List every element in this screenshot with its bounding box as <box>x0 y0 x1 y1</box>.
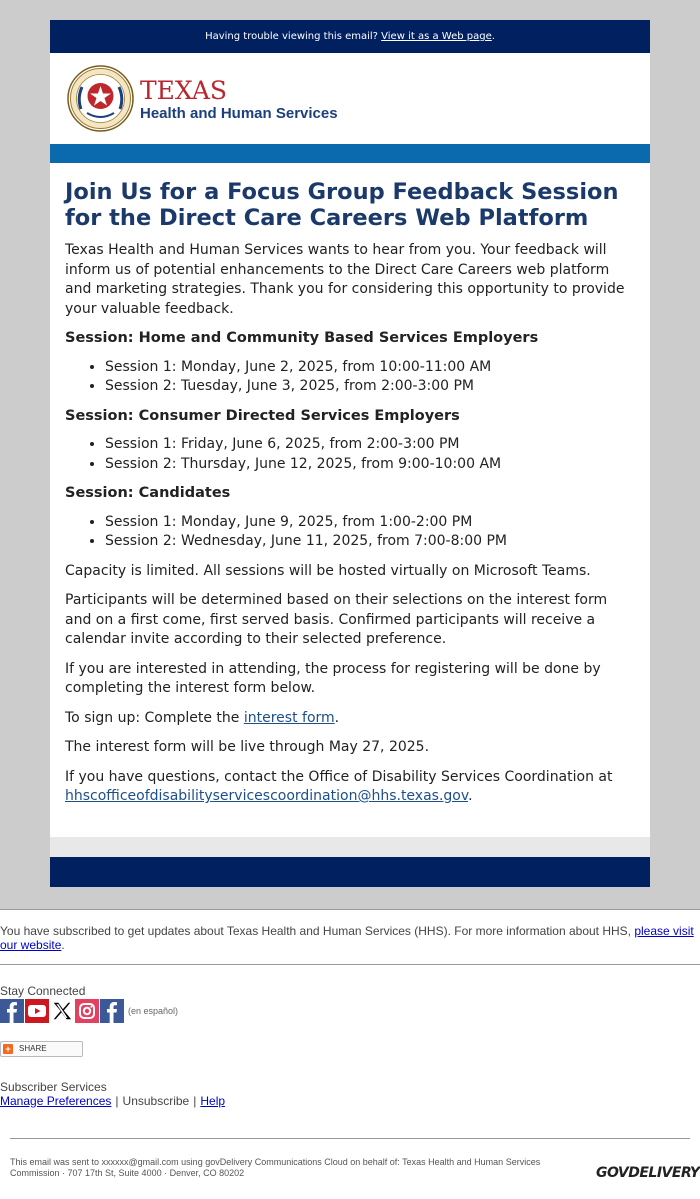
participants-paragraph: Participants will be determined based on their selections on the interest form and on a first come, first served basis. Confirmed participants will receive a calendar invite according to their selected preference. <box>65 592 608 647</box>
facebook-espanol-icon[interactable] <box>100 999 124 1023</box>
plus-icon: + <box>3 1044 13 1054</box>
visit-website-link[interactable]: please visit our website <box>0 923 694 952</box>
session-list <box>65 435 635 474</box>
session-item: • Session 1: Monday, June 2, 2025, from 10:00-11:00 AM <box>105 358 635 378</box>
texas-seal-icon <box>67 65 134 132</box>
bottom-row <box>0 1139 700 1199</box>
x-twitter-icon[interactable] <box>50 999 74 1023</box>
share-label: SHARE <box>19 1043 47 1053</box>
gray-band <box>50 837 650 857</box>
signup-paragraph: To sign up: Complete the interest form. <box>65 709 340 726</box>
trouble-text: Having trouble viewing this email? <box>205 31 382 42</box>
sent-to-notice: This email was sent to xxxxxx@gmail.com using govDelivery Communications Cloud on behalf of: Texas Health and Human Services Commission · 707 17th St, Suite 4000 · Denver, CO 80202 <box>10 1156 541 1178</box>
interested-paragraph: If you are interested in attending, the process for registering will be done by completing the interest form below. <box>65 660 601 696</box>
stay-connected-label: Stay Connected <box>0 983 86 998</box>
session-heading: Session: Candidates <box>65 485 231 501</box>
unsubscribe-link[interactable]: Unsubscribe <box>122 1093 190 1108</box>
email-title: Join Us for a Focus Group Feedback Session for the Direct Care Careers Web Platform <box>65 179 619 231</box>
stay-connected <box>0 965 700 1057</box>
subscriber-links: Manage Preferences | Unsubscribe | Help <box>0 1093 226 1108</box>
logo-row <box>50 53 650 144</box>
govdelivery-logo[interactable]: GOVDELIVERY <box>596 1164 700 1181</box>
top-bar: Having trouble viewing this email? View it as a Web page. <box>50 20 650 53</box>
contact-email-link[interactable]: hhscofficeofdisabilityservicescoordination@hhs.texas.gov <box>65 788 469 804</box>
navy-band <box>50 857 650 887</box>
capacity-paragraph: Capacity is limited. All sessions will be hosted virtually on Microsoft Teams. <box>65 562 591 579</box>
social-links <box>0 998 700 1024</box>
session-heading: Session: Consumer Directed Services Employers <box>65 407 460 424</box>
espanol-label: (en español) <box>128 1005 179 1016</box>
logo-subtitle: Health and Human Services <box>140 105 338 122</box>
subscriber-services-label: Subscriber Services <box>0 1079 107 1094</box>
session-item: • Session 2: Thursday, June 12, 2025, from 9:00-10:00 AM <box>105 455 635 475</box>
email-container <box>50 20 650 887</box>
session-item: • Session 2: Tuesday, June 3, 2025, from 2:00-3:00 PM <box>105 377 635 397</box>
session-heading: Session: Home and Community Based Services Employers <box>65 330 539 346</box>
help-link[interactable]: Help <box>200 1093 226 1108</box>
instagram-icon[interactable] <box>75 999 99 1023</box>
session-list <box>65 513 635 552</box>
questions-paragraph: If you have questions, contact the Office of Disability Services Coordination at hhscofficeofdisabilityservicescoordination@hhs.texas.gov. <box>65 768 613 804</box>
session-item: • Session 1: Monday, June 9, 2025, from 1:00-2:00 PM <box>105 513 635 533</box>
logo-texas: TEXAS <box>140 76 228 105</box>
share-button[interactable] <box>0 1041 83 1057</box>
view-web-page-link[interactable]: View it as a Web page <box>381 31 492 42</box>
facebook-icon[interactable] <box>0 999 24 1023</box>
footer <box>0 909 700 1199</box>
subscriber-services <box>0 1057 700 1108</box>
email-body <box>50 163 650 837</box>
intro-paragraph: Texas Health and Human Services wants to hear from you. Your feedback will inform us of potential enhancements to the Direct Care Careers web platform and marketing strategies. Thank you for considering this opportunity to provide your valuable feedback. <box>65 242 625 317</box>
live-paragraph: The interest form will be live through May 27, 2025. <box>65 739 430 755</box>
manage-preferences-link[interactable]: Manage Preferences <box>0 1093 112 1108</box>
subscription-notice: You have subscribed to get updates about Texas Health and Human Services (HHS). For more information about HHS, please visit our website. <box>0 923 694 952</box>
youtube-icon[interactable] <box>25 999 49 1023</box>
session-list <box>65 358 635 397</box>
session-item: • Session 2: Wednesday, June 11, 2025, from 7:00-8:00 PM <box>105 532 635 552</box>
logo-text <box>140 78 338 122</box>
session-item: • Session 1: Friday, June 6, 2025, from 2:00-3:00 PM <box>105 435 635 455</box>
blue-band <box>50 144 650 163</box>
interest-form-link[interactable]: interest form <box>243 709 335 726</box>
